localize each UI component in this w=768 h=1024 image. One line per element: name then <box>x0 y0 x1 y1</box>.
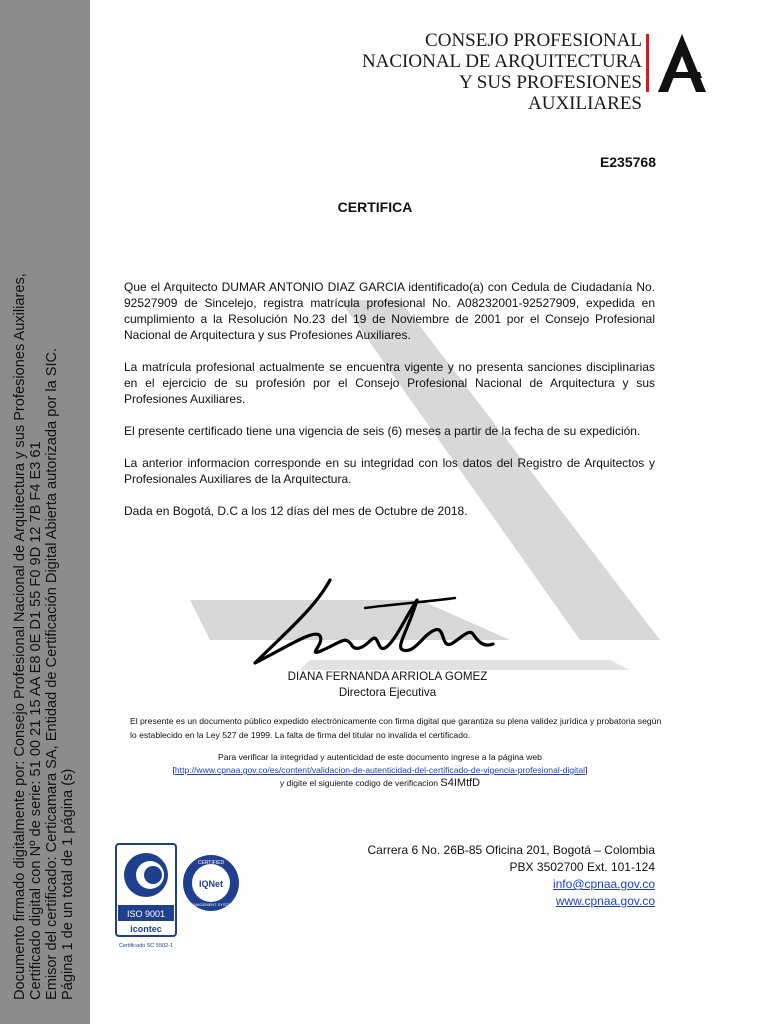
svg-text:CERTIFIED: CERTIFIED <box>197 860 225 866</box>
verify-intro: Para verificar la integridad y autenticidad de este documento ingrese a la página web <box>218 752 542 762</box>
signer-role: Directora Ejecutiva <box>338 686 437 699</box>
verification-link[interactable]: http://www.cpnaa.gov.co/es/content/validacion-de-autenticidad-del-certificado-de-vigencia-profesional-digital <box>174 765 586 775</box>
cpnaa-logo-icon <box>652 32 712 94</box>
contact-info <box>330 842 655 910</box>
verification-block <box>130 751 630 790</box>
paragraph: Dada en Bogotá, D.C a los 12 días del mes de Octubre de 2018. <box>124 504 468 518</box>
document-title: CERTIFICA <box>337 199 413 215</box>
svg-text:MANAGEMENT SYSTEM: MANAGEMENT SYSTEM <box>187 902 235 907</box>
red-divider <box>646 34 649 92</box>
verification-code: S4IMtfD <box>440 777 481 789</box>
signer-block <box>250 669 525 701</box>
paragraph: Que el Arquitecto DUMAR ANTONIO DIAZ GARCIA identificado(a) con Cedula de Ciudadanía No. 92527909 de Sincelejo, registra matrícula profesional No. A08232001-92527909, expedida en cumplimiento a la Resolución No.23 del 19 de Noviembre de 2001 por el Consejo Profesional Nacional de Arquitectura y sus Profesiones Auxiliares. <box>124 280 655 342</box>
legal-notice: El presente es un documento público expedido electrónicamente con firma digital que garantiza su plena validez jurídica y probatoria según lo establecido en la Ley 527 de 1999. La falta de firma del titular no invalida el certificado. <box>130 716 662 740</box>
verify-link-line: [http://www.cpnaa.gov.co/es/content/validacion-de-autenticidad-del-certificado-de-vigencia-profesional-digital] <box>172 765 588 775</box>
certificate-body <box>124 279 655 535</box>
signature-info <box>12 200 76 1000</box>
svg-text:icontec: icontec <box>130 924 162 934</box>
handwritten-signature <box>245 578 495 676</box>
website-link[interactable]: www.cpnaa.gov.co <box>555 894 655 908</box>
verify-code-line: y digite el siguiente codigo de verificacion S4IMtfD <box>279 777 481 789</box>
svg-text:ISO 9001: ISO 9001 <box>126 909 166 919</box>
icontec-iso-icon <box>115 843 180 953</box>
svg-text:Certificado SC 5502-1: Certificado SC 5502-1 <box>118 943 174 949</box>
signature-line: Página 1 de un total de 1 página (s) <box>60 768 76 1000</box>
paragraph: La matrícula profesional actualmente se encuentra vigente y no presenta sanciones disciplinarias en el ejercicio de su profesión por el Consejo Profesional Nacional de Arquitectura y sus Profesiones Auxiliares. <box>124 360 655 406</box>
signer-name: DIANA FERNANDA ARRIOLA GOMEZ <box>287 670 488 683</box>
paragraph: La anterior informacion corresponde en su integridad con los datos del Registro de Arquitectos y Profesionales Auxiliares de la Arquitectura. <box>124 456 655 486</box>
organization-name: CONSEJO PROFESIONAL NACIONAL DE ARQUITECTURA Y SUS PROFESIONES AUXILIARES <box>361 30 642 114</box>
svg-text:IQNet: IQNet <box>198 879 224 889</box>
paragraph: El presente certificado tiene una vigencia de seis (6) meses a partir de la fecha de su expedición. <box>124 424 641 438</box>
signature-line: Emisor del certificado: Certicamara SA, Entidad de Certificación Digital Abierta autorizada por la SIC. <box>44 347 60 1000</box>
phone: PBX 3502700 Ext. 101-124 <box>509 860 655 874</box>
address: Carrera 6 No. 26B-85 Oficina 201, Bogotá – Colombia <box>367 843 655 857</box>
digital-signature-sidebar <box>0 0 90 1024</box>
email-link[interactable]: info@cpnaa.gov.co <box>552 877 655 891</box>
letterhead <box>330 30 720 114</box>
signature-line: Certificado digital con Nº de serie: 51 00 21 15 AA E8 0E D1 55 F0 9D 12 7B F4 E3 61 <box>28 441 44 1000</box>
certificate-code: E235768 <box>599 154 656 170</box>
iqnet-icon <box>181 853 241 913</box>
signature-line: Documento firmado digitalmente por: Consejo Profesional Nacional de Arquitectura y sus Profesiones Auxiliares, <box>12 273 28 1000</box>
